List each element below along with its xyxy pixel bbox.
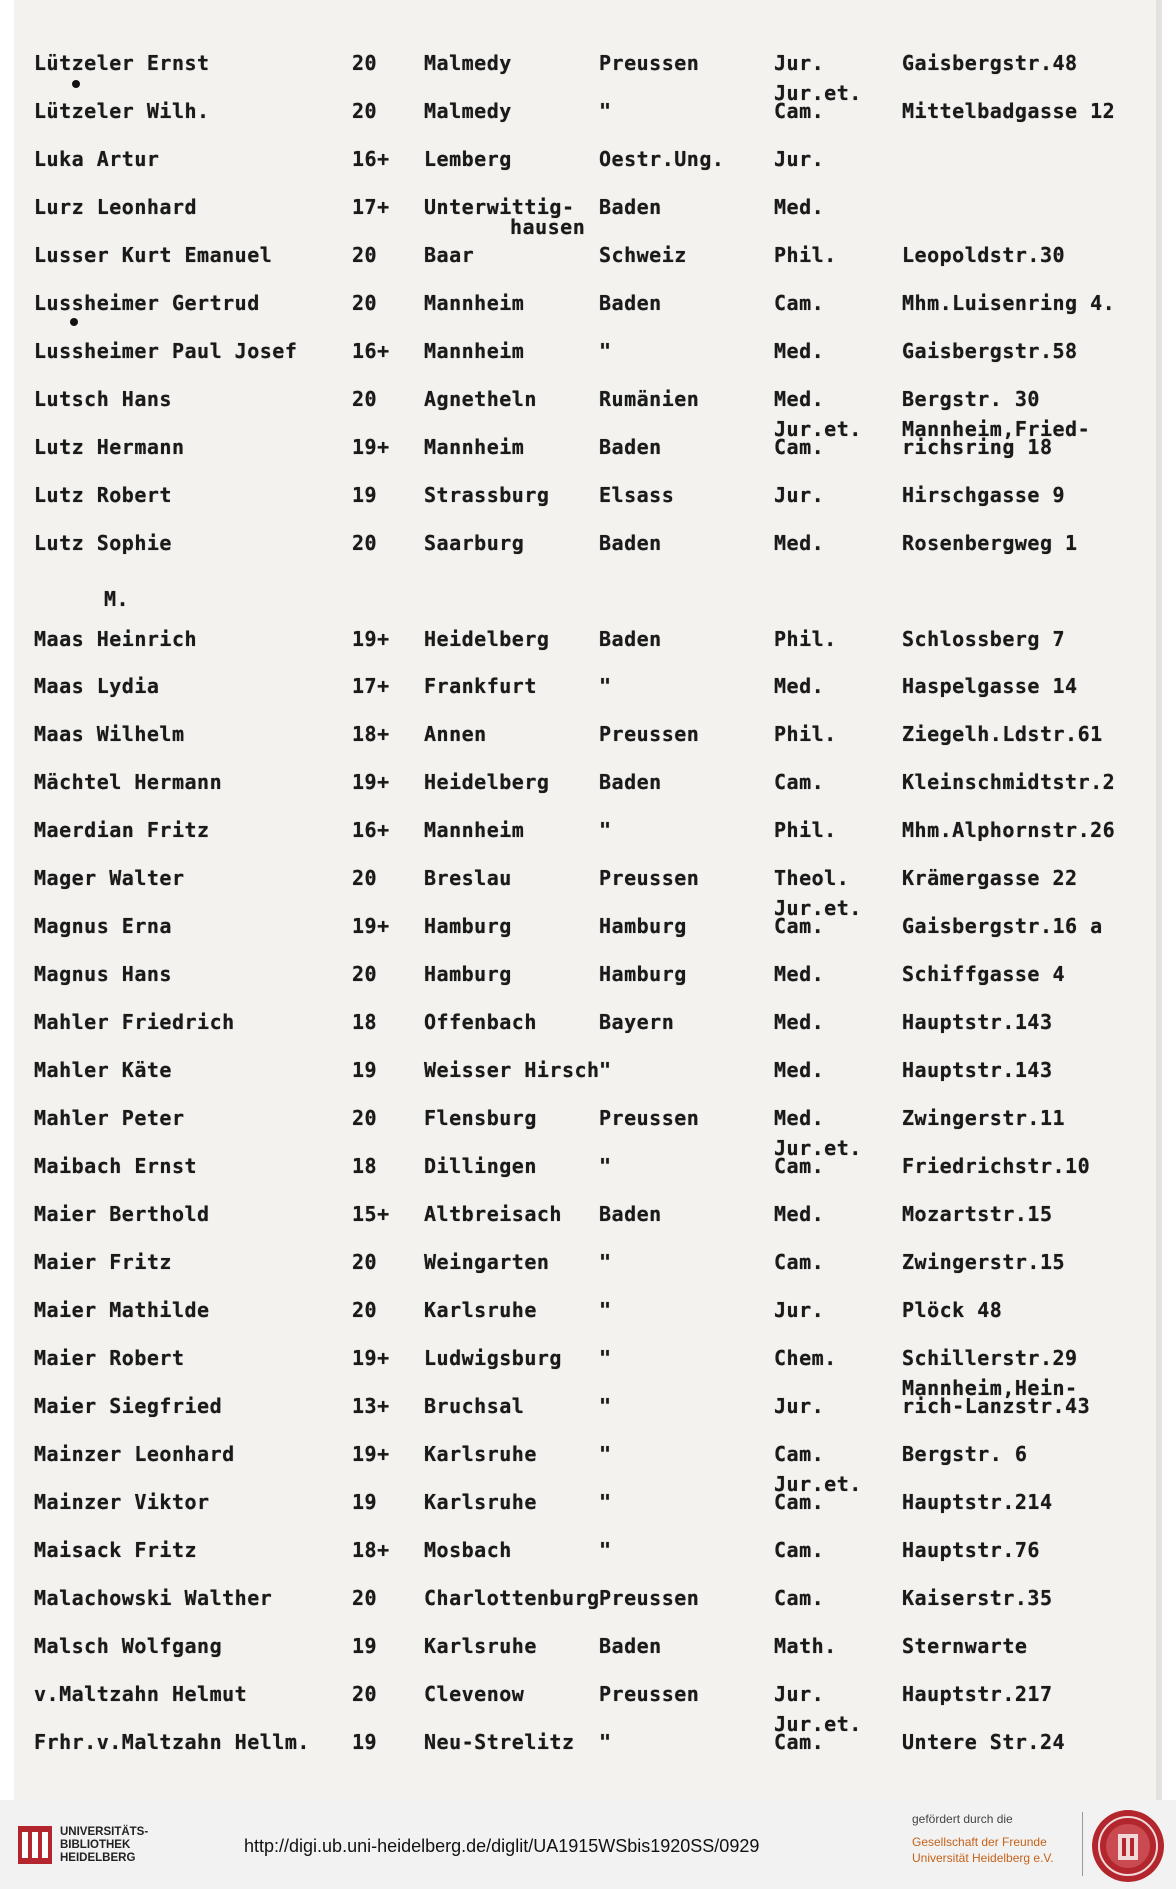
home-state: Baden	[599, 1634, 662, 1658]
faculty: Cam.	[774, 99, 825, 123]
student-name: Malachowski Walther	[34, 1586, 273, 1610]
student-age: 19	[352, 1058, 378, 1082]
address: Hauptstr.76	[902, 1538, 1040, 1562]
home-state: "	[599, 1346, 612, 1370]
birthplace: Malmedy	[424, 51, 512, 75]
library-logo-icon	[18, 1826, 52, 1864]
home-state: Preussen	[599, 866, 700, 890]
page-permalink[interactable]: http://digi.ub.uni-heidelberg.de/diglit/UA1915WSbis1920SS/0929	[244, 1836, 760, 1856]
home-state: Bayern	[599, 1010, 675, 1034]
funded-by-label: gefördert durch die	[912, 1812, 1013, 1826]
faculty: Med.	[774, 1202, 825, 1226]
faculty: Cam.	[774, 1442, 825, 1466]
address: Hauptstr.214	[902, 1490, 1053, 1514]
section-letter: M.	[104, 587, 130, 611]
birthplace: Heidelberg	[424, 627, 550, 651]
birthplace: Karlsruhe	[424, 1634, 537, 1658]
home-state: "	[599, 674, 612, 698]
faculty-note: Jur.et.	[774, 1136, 862, 1160]
home-state: "	[599, 1250, 612, 1274]
student-name: Lussheimer Gertrud	[34, 291, 260, 315]
home-state: Preussen	[599, 51, 700, 75]
student-age: 17+	[352, 674, 390, 698]
student-name: Lützeler Wilh.	[34, 99, 210, 123]
faculty: Med.	[774, 962, 825, 986]
birthplace: Hamburg	[424, 962, 512, 986]
student-age: 13+	[352, 1394, 390, 1418]
student-name: Maas Lydia	[34, 674, 160, 698]
student-name: Malsch Wolfgang	[34, 1634, 223, 1658]
birthplace: Mosbach	[424, 1538, 512, 1562]
home-state: Baden	[599, 770, 662, 794]
student-name: Maerdian Fritz	[34, 818, 210, 842]
address: Bergstr. 6	[902, 1442, 1028, 1466]
home-state: Preussen	[599, 722, 700, 746]
student-name: Maier Siegfried	[34, 1394, 223, 1418]
birthplace: Offenbach	[424, 1010, 537, 1034]
student-name: Maier Mathilde	[34, 1298, 210, 1322]
birthplace: Saarburg	[424, 531, 525, 555]
birthplace: Annen	[424, 722, 487, 746]
address: Ziegelh.Ldstr.61	[902, 722, 1103, 746]
student-name: Mager Walter	[34, 866, 185, 890]
university-library-logo[interactable]	[18, 1820, 158, 1870]
birthplace: Frankfurt	[424, 674, 537, 698]
faculty: Cam.	[774, 1538, 825, 1562]
address: rich-Lanzstr.43	[902, 1394, 1091, 1418]
student-age: 19+	[352, 627, 390, 651]
address: Bergstr. 30	[902, 387, 1040, 411]
address: Kleinschmidtstr.2	[902, 770, 1116, 794]
birthplace: Strassburg	[424, 483, 550, 507]
faculty: Phil.	[774, 818, 837, 842]
faculty: Cam.	[774, 770, 825, 794]
faculty: Med.	[774, 531, 825, 555]
faculty: Theol.	[774, 866, 850, 890]
student-name: Mainzer Leonhard	[34, 1442, 235, 1466]
home-state: Preussen	[599, 1682, 700, 1706]
student-age: 17+	[352, 195, 390, 219]
student-age: 20	[352, 387, 378, 411]
faculty: Chem.	[774, 1346, 837, 1370]
birthplace: Mannheim	[424, 818, 525, 842]
student-age: 19	[352, 1730, 378, 1754]
student-age: 20	[352, 99, 378, 123]
address: Mittelbadgasse 12	[902, 99, 1116, 123]
address: Mhm.Alphornstr.26	[902, 818, 1116, 842]
student-age: 20	[352, 1298, 378, 1322]
home-state: "	[599, 818, 612, 842]
student-age: 19+	[352, 1442, 390, 1466]
home-state: "	[599, 1442, 612, 1466]
student-name: Magnus Hans	[34, 962, 172, 986]
home-state: Elsass	[599, 483, 675, 507]
address: Gaisbergstr.16 a	[902, 914, 1103, 938]
faculty-note: Jur.et.	[774, 896, 862, 920]
address: Hirschgasse 9	[902, 483, 1066, 507]
home-state: "	[599, 1730, 612, 1754]
home-state: "	[599, 1058, 612, 1082]
birthplace: Weisser Hirsch	[424, 1058, 600, 1082]
student-age: 20	[352, 1682, 378, 1706]
student-name: Lutz Sophie	[34, 531, 172, 555]
faculty: Med.	[774, 1106, 825, 1130]
student-age: 20	[352, 291, 378, 315]
student-age: 18	[352, 1154, 378, 1178]
address: Sternwarte	[902, 1634, 1028, 1658]
home-state: "	[599, 1298, 612, 1322]
address: Zwingerstr.15	[902, 1250, 1066, 1274]
student-name: Maibach Ernst	[34, 1154, 198, 1178]
student-age: 19	[352, 1490, 378, 1514]
faculty: Math.	[774, 1634, 837, 1658]
student-age: 20	[352, 866, 378, 890]
faculty: Cam.	[774, 1586, 825, 1610]
address: Plöck 48	[902, 1298, 1003, 1322]
address: Gaisbergstr.58	[902, 339, 1078, 363]
student-age: 19+	[352, 914, 390, 938]
library-logo-text: UNIVERSITÄTS- BIBLIOTHEK HEIDELBERG	[60, 1826, 149, 1864]
student-name: Maisack Fritz	[34, 1538, 198, 1562]
address: Krämergasse 22	[902, 866, 1078, 890]
student-age: 19	[352, 483, 378, 507]
home-state: Oestr.Ung.	[599, 147, 725, 171]
birthplace: Heidelberg	[424, 770, 550, 794]
address: Untere Str.24	[902, 1730, 1066, 1754]
birthplace: Dillingen	[424, 1154, 537, 1178]
faculty: Phil.	[774, 243, 837, 267]
faculty: Jur.	[774, 51, 825, 75]
home-state: "	[599, 1538, 612, 1562]
address: Friedrichstr.10	[902, 1154, 1091, 1178]
birthplace: Breslau	[424, 866, 512, 890]
address: Schiffgasse 4	[902, 962, 1066, 986]
student-age: 20	[352, 1106, 378, 1130]
student-name: Mahler Käte	[34, 1058, 172, 1082]
ink-mark	[72, 80, 80, 88]
address: Mhm.Luisenring 4.	[902, 291, 1116, 315]
home-state: Hamburg	[599, 962, 687, 986]
student-age: 16+	[352, 339, 390, 363]
address: Hauptstr.143	[902, 1058, 1053, 1082]
birthplace: Weingarten	[424, 1250, 550, 1274]
student-age: 19	[352, 1634, 378, 1658]
faculty: Jur.	[774, 147, 825, 171]
student-age: 19+	[352, 1346, 390, 1370]
home-state: Baden	[599, 291, 662, 315]
faculty: Med.	[774, 1010, 825, 1034]
home-state: "	[599, 1154, 612, 1178]
home-state: Baden	[599, 531, 662, 555]
home-state: Rumänien	[599, 387, 700, 411]
student-name: Maas Wilhelm	[34, 722, 185, 746]
address: Zwingerstr.11	[902, 1106, 1066, 1130]
student-age: 15+	[352, 1202, 390, 1226]
home-state: Hamburg	[599, 914, 687, 938]
birthplace: Karlsruhe	[424, 1442, 537, 1466]
student-name: Maier Berthold	[34, 1202, 210, 1226]
home-state: "	[599, 1394, 612, 1418]
home-state: Baden	[599, 1202, 662, 1226]
address: Leopoldstr.30	[902, 243, 1066, 267]
faculty: Jur.	[774, 1298, 825, 1322]
birthplace: Charlottenburg	[424, 1586, 600, 1610]
birthplace: Agnetheln	[424, 387, 537, 411]
faculty: Cam.	[774, 914, 825, 938]
address: Haspelgasse 14	[902, 674, 1078, 698]
home-state: Schweiz	[599, 243, 687, 267]
address: Gaisbergstr.48	[902, 51, 1078, 75]
faculty: Cam.	[774, 1730, 825, 1754]
typewritten-page	[14, 0, 1162, 1800]
student-age: 18+	[352, 1538, 390, 1562]
faculty: Cam.	[774, 1250, 825, 1274]
student-age: 20	[352, 243, 378, 267]
faculty: Phil.	[774, 627, 837, 651]
faculty-note: Jur.et.	[774, 1472, 862, 1496]
address: Hauptstr.217	[902, 1682, 1053, 1706]
birthplace: Mannheim	[424, 435, 525, 459]
student-age: 18	[352, 1010, 378, 1034]
home-state: Baden	[599, 627, 662, 651]
student-name: Lutz Hermann	[34, 435, 185, 459]
birthplace: Lemberg	[424, 147, 512, 171]
home-state: "	[599, 99, 612, 123]
faculty: Med.	[774, 339, 825, 363]
birthplace: Baar	[424, 243, 475, 267]
birthplace: Ludwigsburg	[424, 1346, 562, 1370]
faculty: Phil.	[774, 722, 837, 746]
student-name: Magnus Erna	[34, 914, 172, 938]
home-state: "	[599, 1490, 612, 1514]
student-name: Mahler Friedrich	[34, 1010, 235, 1034]
address: Hauptstr.143	[902, 1010, 1053, 1034]
birthplace: Flensburg	[424, 1106, 537, 1130]
society-name[interactable]: Gesellschaft der Freunde Universität Heidelberg e.V.	[912, 1835, 1054, 1865]
student-name: Mainzer Viktor	[34, 1490, 210, 1514]
student-name: Frhr.v.Maltzahn Hellm.	[34, 1730, 310, 1754]
student-name: Lussheimer Paul Josef	[34, 339, 298, 363]
address-line-1: Mannheim,Fried-	[902, 417, 1091, 441]
faculty: Jur.	[774, 483, 825, 507]
student-name: Mahler Peter	[34, 1106, 185, 1130]
student-name: Maas Heinrich	[34, 627, 198, 651]
student-age: 19+	[352, 770, 390, 794]
birthplace: Mannheim	[424, 339, 525, 363]
faculty: Cam.	[774, 1154, 825, 1178]
address: Schillerstr.29	[902, 1346, 1078, 1370]
address: richsring 18	[902, 435, 1053, 459]
address: Rosenbergweg 1	[902, 531, 1078, 555]
birthplace: Hamburg	[424, 914, 512, 938]
student-name: Luka Artur	[34, 147, 160, 171]
birthplace-continued: hausen	[510, 215, 586, 239]
faculty: Jur.	[774, 1682, 825, 1706]
footer-divider	[1082, 1812, 1083, 1876]
student-name: v.Maltzahn Helmut	[34, 1682, 248, 1706]
birthplace: Clevenow	[424, 1682, 525, 1706]
student-age: 18+	[352, 722, 390, 746]
student-age: 16+	[352, 147, 390, 171]
birthplace: Unterwittig-	[424, 195, 575, 219]
faculty: Jur.	[774, 1394, 825, 1418]
birthplace: Malmedy	[424, 99, 512, 123]
student-name: Maier Robert	[34, 1346, 185, 1370]
student-age: 20	[352, 531, 378, 555]
student-age: 20	[352, 51, 378, 75]
student-age: 16+	[352, 818, 390, 842]
birthplace: Neu-Strelitz	[424, 1730, 575, 1754]
home-state: Baden	[599, 435, 662, 459]
address: Kaiserstr.35	[902, 1586, 1053, 1610]
student-name: Lützeler Ernst	[34, 51, 210, 75]
faculty-note: Jur.et.	[774, 81, 862, 105]
address: Schlossberg 7	[902, 627, 1066, 651]
university-seal-icon[interactable]	[1090, 1808, 1166, 1884]
birthplace: Altbreisach	[424, 1202, 562, 1226]
student-name: Lusser Kurt Emanuel	[34, 243, 273, 267]
faculty-note: Jur.et.	[774, 1712, 862, 1736]
birthplace: Karlsruhe	[424, 1490, 537, 1514]
birthplace: Karlsruhe	[424, 1298, 537, 1322]
student-age: 19+	[352, 435, 390, 459]
faculty: Cam.	[774, 1490, 825, 1514]
home-state: "	[599, 339, 612, 363]
student-age: 20	[352, 1586, 378, 1610]
faculty: Cam.	[774, 291, 825, 315]
ink-mark	[70, 318, 78, 326]
faculty-note: Jur.et.	[774, 417, 862, 441]
student-name: Mächtel Hermann	[34, 770, 223, 794]
student-name: Lutz Robert	[34, 483, 172, 507]
birthplace: Mannheim	[424, 291, 525, 315]
student-age: 20	[352, 962, 378, 986]
home-state: Preussen	[599, 1106, 700, 1130]
faculty: Med.	[774, 674, 825, 698]
address-line-1: Mannheim,Hein-	[902, 1376, 1078, 1400]
faculty: Med.	[774, 387, 825, 411]
student-name: Lutsch Hans	[34, 387, 172, 411]
address: Mozartstr.15	[902, 1202, 1053, 1226]
student-name: Maier Fritz	[34, 1250, 172, 1274]
home-state: Preussen	[599, 1586, 700, 1610]
birthplace: Bruchsal	[424, 1394, 525, 1418]
home-state: Baden	[599, 195, 662, 219]
faculty: Med.	[774, 1058, 825, 1082]
viewer-footer	[0, 1800, 1176, 1889]
student-age: 20	[352, 1250, 378, 1274]
student-name: Lurz Leonhard	[34, 195, 198, 219]
faculty: Med.	[774, 195, 825, 219]
faculty: Cam.	[774, 435, 825, 459]
